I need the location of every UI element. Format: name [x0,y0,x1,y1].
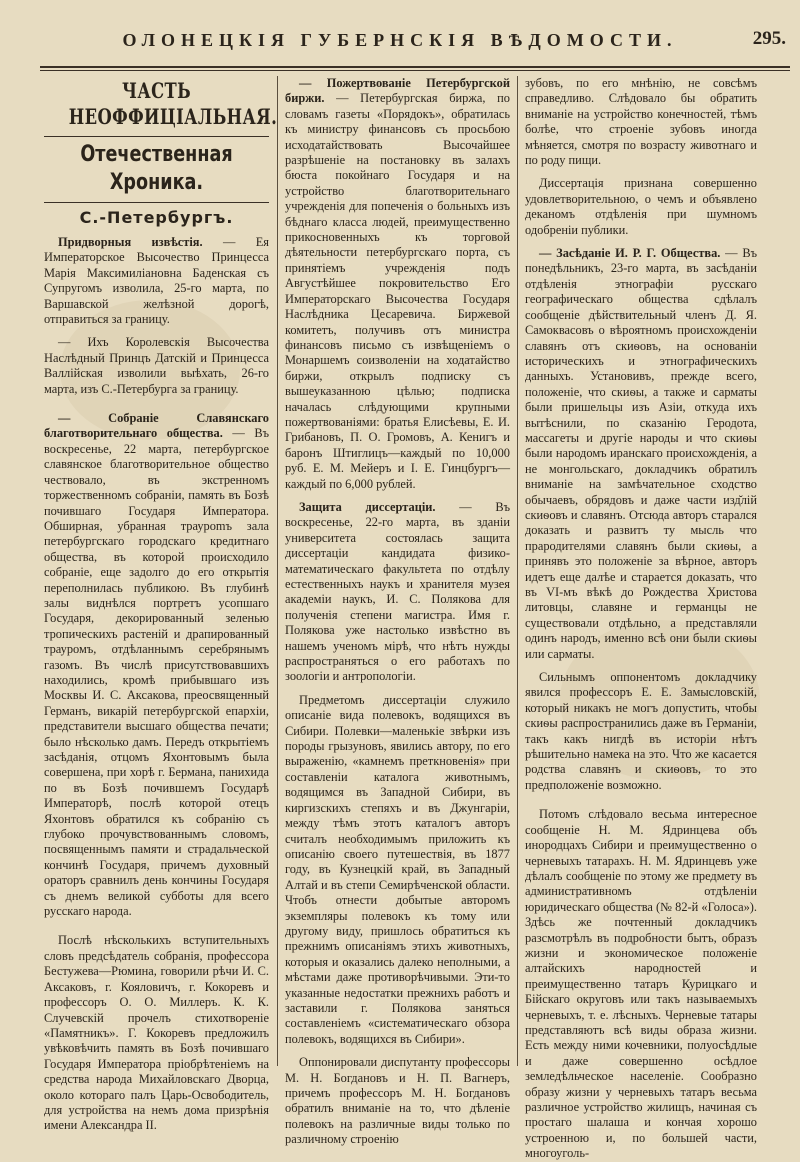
article-court-news [44,235,269,327]
column-1 [44,76,278,1133]
separator [44,202,269,203]
article-paragraph: Диссертація признана совершенно удовлетворительною, о чемъ и объявлено деканомъ отдѣленія при шумномъ одобреніи публики. [525,176,757,237]
article-geographic-society [525,246,757,662]
column-divider [277,76,278,1066]
article-text: — Петербургская биржа, по словамъ газеты «Порядокъ», обратилась къ министру финансовъ съ просьбою исходатайствовать Высочайшее разрѣшеніе на постановку въ залахъ бюста покойнаго Государя и на устройство благотворительнаго учрежденія для попеченія о больныхъ изъ бѣднаго класса людей, преимущественно прикосновенныхъ къ торговой дѣятельности петербургскаго порта, съ принятіемъ учрежденія подъ Августѣйшее покровительство Его Императорскаго Высочества Государя Наслѣдника Цесаревича. Биржевой комитетъ, получивъ отъ министра финансовъ письмо съ извѣщеніемъ о Монаршемъ соизволеніи на ходатайство биржи, открылъ подписку съ вышеуказанною цѣлью; подписка началась слѣдующими крупными пожертвованіями: братья Елисѣевы, Е. И. Грибановъ, П. О. Громовъ, А. Кенигъ и баронъ Штиглицъ—каждый по 10,000 руб. Е. М. Мейеръ и І. Е. Гинцбургъ—каждый по 6,000 рублей. [285,91,510,491]
header-rule-thin [40,70,790,71]
article-paragraph: — Ихъ Королевскія Высочества Наслѣдный Принцъ Датскій и Принцесса Валлійская изволили выѣхать, 26-го марта, изъ С.-Петербурга за границу. [44,335,269,396]
article-paragraph: Предметомъ диссертаціи служило описаніе вида полевокъ, водящихся въ Сибири. Полевки—маленькіе звѣрки изъ породы грызуновъ, явились автору, по его выраженію, «камнемъ преткновенія» при составленіи каталога животнымъ, водящимся въ Западной Сибири, въ киргизскихъ степяхъ и въ Джунгаріи, между тѣмъ этотъ каталогъ авторъ считалъ необходимымъ приложить къ описанію своего путешествія, въ 1877 году, въ Кузнецкій край, въ Западный Алтай и въ степи Семирѣченской области. Чтобъ отнести добытые авторомъ экземпляры полевокъ къ тому или другому виду, пришлось обратиться къ прежнимъ описаніямъ этихъ животныхъ, которыя и оказались далеко неполными, а мѣстами даже противорѣчивыми. Эти-то указанные недостатки прежнихъ работъ и заставили г. Полякова заняться составленіемъ «систематическаго обзора полевокъ, водящихся въ Сибири». [285,692,510,1046]
article-lead: — Пожертвованіе Петербургской биржи. [285,76,510,106]
article-paragraph: зубовъ, по его мнѣнію, не совсѣмъ справедливо. Слѣдовало бы обратить вниманіе на устройство конечностей, тѣмъ болѣе, что строеніе зубовъ иногда мѣняется, смотря по возрасту животнаго и по роду пищи. [525,76,757,168]
header-rule [40,66,790,68]
article-text: — Въ воскресенье, 22-го марта, въ зданіи университета состоялась защита диссертаціи кандидата физико-математическаго факультета по отдѣлу естественныхъ наукъ и хранителя музея академіи наукъ, И. С. Полякова для полученія степени магистра. Имя г. Полякова уже настолько извѣстно въ нашемъ ученомъ мірѣ, что нѣтъ нужды распространяться о его работахъ по зоологіи и антропологіи. [285,499,510,684]
article-text: — Ея Императорское Высочество Принцесса Марія Максимиліановна Баденская съ Супругомъ изволила, 25-го марта, по Варшавской желѣзной дорогѣ, отправиться за границу. [44,235,269,327]
article-paragraph: Оппонировали диспутанту профессоры М. Н. Богдановъ и Н. П. Вагнеръ, причемъ профессоръ М. Н. Богдановъ обратилъ вниманіе на то, что дѣленіе полевокъ на различные виды только по различному строенію [285,1055,510,1147]
section-title: ЧАСТЬ НЕОФФИЦІАЛЬНАЯ. [68,78,278,129]
article-lead: — Засѣданіе И. Р. Г. Общества. [539,246,721,261]
column-2 [285,76,510,1147]
article-text: — Въ понедѣльникъ, 23-го марта, въ засѣданіи отдѣленія этнографіи русскаго географическаго общества сдѣлалъ сообщеніе дѣйствительный членъ Д. Я. Самоквасовъ о вѣроятномъ происхожденіи славянъ отъ скиѳовъ, на основаніи историческихъ и этнографическихъ данныхъ. Установивъ, прежде всего, положеніе, что скиѳы, а также и сарматы были пришельцы изъ Азіи, откуда ихъ вытѣснили, по сказанію Геродота, массагеты и другіе народы и что скиѳы были народомъ иранскаго происхожденія, а не монгольскаго, докладчикъ обратилъ вниманіе на замѣчательное сходство обычаевъ, обрядовъ и даже части изд̆лій скиѳовъ и славянъ. Отсюда авторъ старался доказать и развитъ ту мысль что прародителями славянъ были скиѳы, а принявъ это положеніе за вѣрное, авторъ идетъ еще далѣе и старается доказать, что въ VI-мъ вѣкѣ до Рождества Христова литовцы, славяне и германцы не существовали отдѣльно, а представляли одинъ народъ, именно всѣ они были скиѳы или сарматы. [525,246,758,661]
article-slavic-society [44,411,269,919]
chronicle-title: Отечественная Хроника. [80,142,233,195]
article-dissertation [285,500,510,685]
article-paragraph: Сильнымъ оппонентомъ докладчику явился профессоръ Е. Е. Замысловскій, который никакъ не могъ допустить, чтобы скиѳы распространились даже въ Германіи, такъ какъ нигдѣ въ исторіи нѣтъ рѣшительно намека на это. Что же касается родства славянъ и скиѳовъ, то это предположеніе возможно. [525,670,757,792]
article-paragraph: Потомъ слѣдовало весьма интересное сообщеніе Н. М. Ядринцева объ инородцахъ Сибири и преимущественно о черневыхъ татарахъ. Н. М. Ядринцевъ уже дѣлалъ сообщеніе по этому же предмету въ административномъ отдѣленіи юридическаго общества (№ 82-й «Голоса»). Здѣсь же почтенный докладчикъ разсмотрѣлъ въ подробности бытъ, образъ жизни и экономическое положеніе алтайскихъ народностей и преимущественно татаръ Курицкаго и Бійскаго округовъ или такъ называемыхъ черневыхъ, т. е. лѣсныхъ. Черневые татары представляютъ всѣ виды образа жизни. Есть между ними кочевники, полуосѣдлые и даже совершенно осѣдлое земледѣльческое населеніе. Сообразно образу жизни у черневыхъ татаръ весьма различное устройство жилищъ, начиная съ простаго шалаша и кончая хорошо устроенною и, по большей части, многоуголь- [525,807,757,1161]
article-exchange-donation [285,76,510,492]
city-title: С.-Петербургъ. [79,208,234,227]
page-number: 295. [752,28,786,49]
running-title: ОЛОНЕЦКІЯ ГУБЕРНСКІЯ ВѢДОМОСТИ. [122,30,678,50]
article-text: — Въ воскресенье, 22 марта, петербургское славянское благотворительное общество чествовало, въ экстренномъ торжественномъ собраніи, память въ Бозѣ почившаго Государя Императора. Обширная, убранная траурomъ зала петербургскаго городскаго кредитнаго общества, въ которой происходило собраніе, еще задолго до его открытія переполнилась публикою. Въ глубинѣ залы виднѣлся портретъ усопшаго Государя, декорированный зеленью тропическихъ растеній и драпированный трауромъ, отдѣланнымъ серебрянымъ газомъ. Въ числѣ присутствовавшихъ находились, кромѣ прибывшаго изъ Москвы И. С. Аксакова, преосвященный Германъ, викарій петербургской епархіи, представители высшаго общества печати; было нѣсколько дамъ. Передъ открытіемъ засѣданія, отцомъ Яхонтовымъ была совершена, при хорѣ г. Бермана, панихида по въ Бозѣ почившемъ Государѣ Императорѣ, послѣ которой отецъ Яхонтовъ обратился къ собранію съ глубоко прочувствованнымъ словомъ, посвященнымъ памяти и страдальческой кончинѣ Государя, причемъ духовный ораторъ сравнилъ день кончины Государя съ днемъ великой субботы для всего русскаго народа. [44,426,269,919]
column-divider [517,76,518,1066]
column-3 [525,76,758,1161]
article-paragraph: Послѣ нѣсколькихъ вступительныхъ словъ предсѣдатель собранія, профессора Бестужева—Рюмина, говорили рѣчи И. С. Аксаковъ, г. Кояловичъ, г. Кокоревъ и профессоръ О. О. Миллеръ. К. К. Случевскій прочелъ стихотвореніе «Памятникъ». Г. Кокоревъ предложилъ увѣковѣчить память въ Бозѣ почившаго Государя Императора пріобрѣтеніемъ на средства народа Михайловскаго Дворца, около котораго палъ Царь-Освободитель, для устройства на немъ дома призрѣнія имени Александра II. [44,933,269,1133]
article-lead: — Собраніе Славянскаго благотворительнаго общества. [44,411,269,441]
article-lead: Защита диссертаціи. [299,499,436,514]
page-header [40,26,792,66]
separator [44,136,269,137]
article-lead: Придворныя извѣстія. [58,235,203,249]
